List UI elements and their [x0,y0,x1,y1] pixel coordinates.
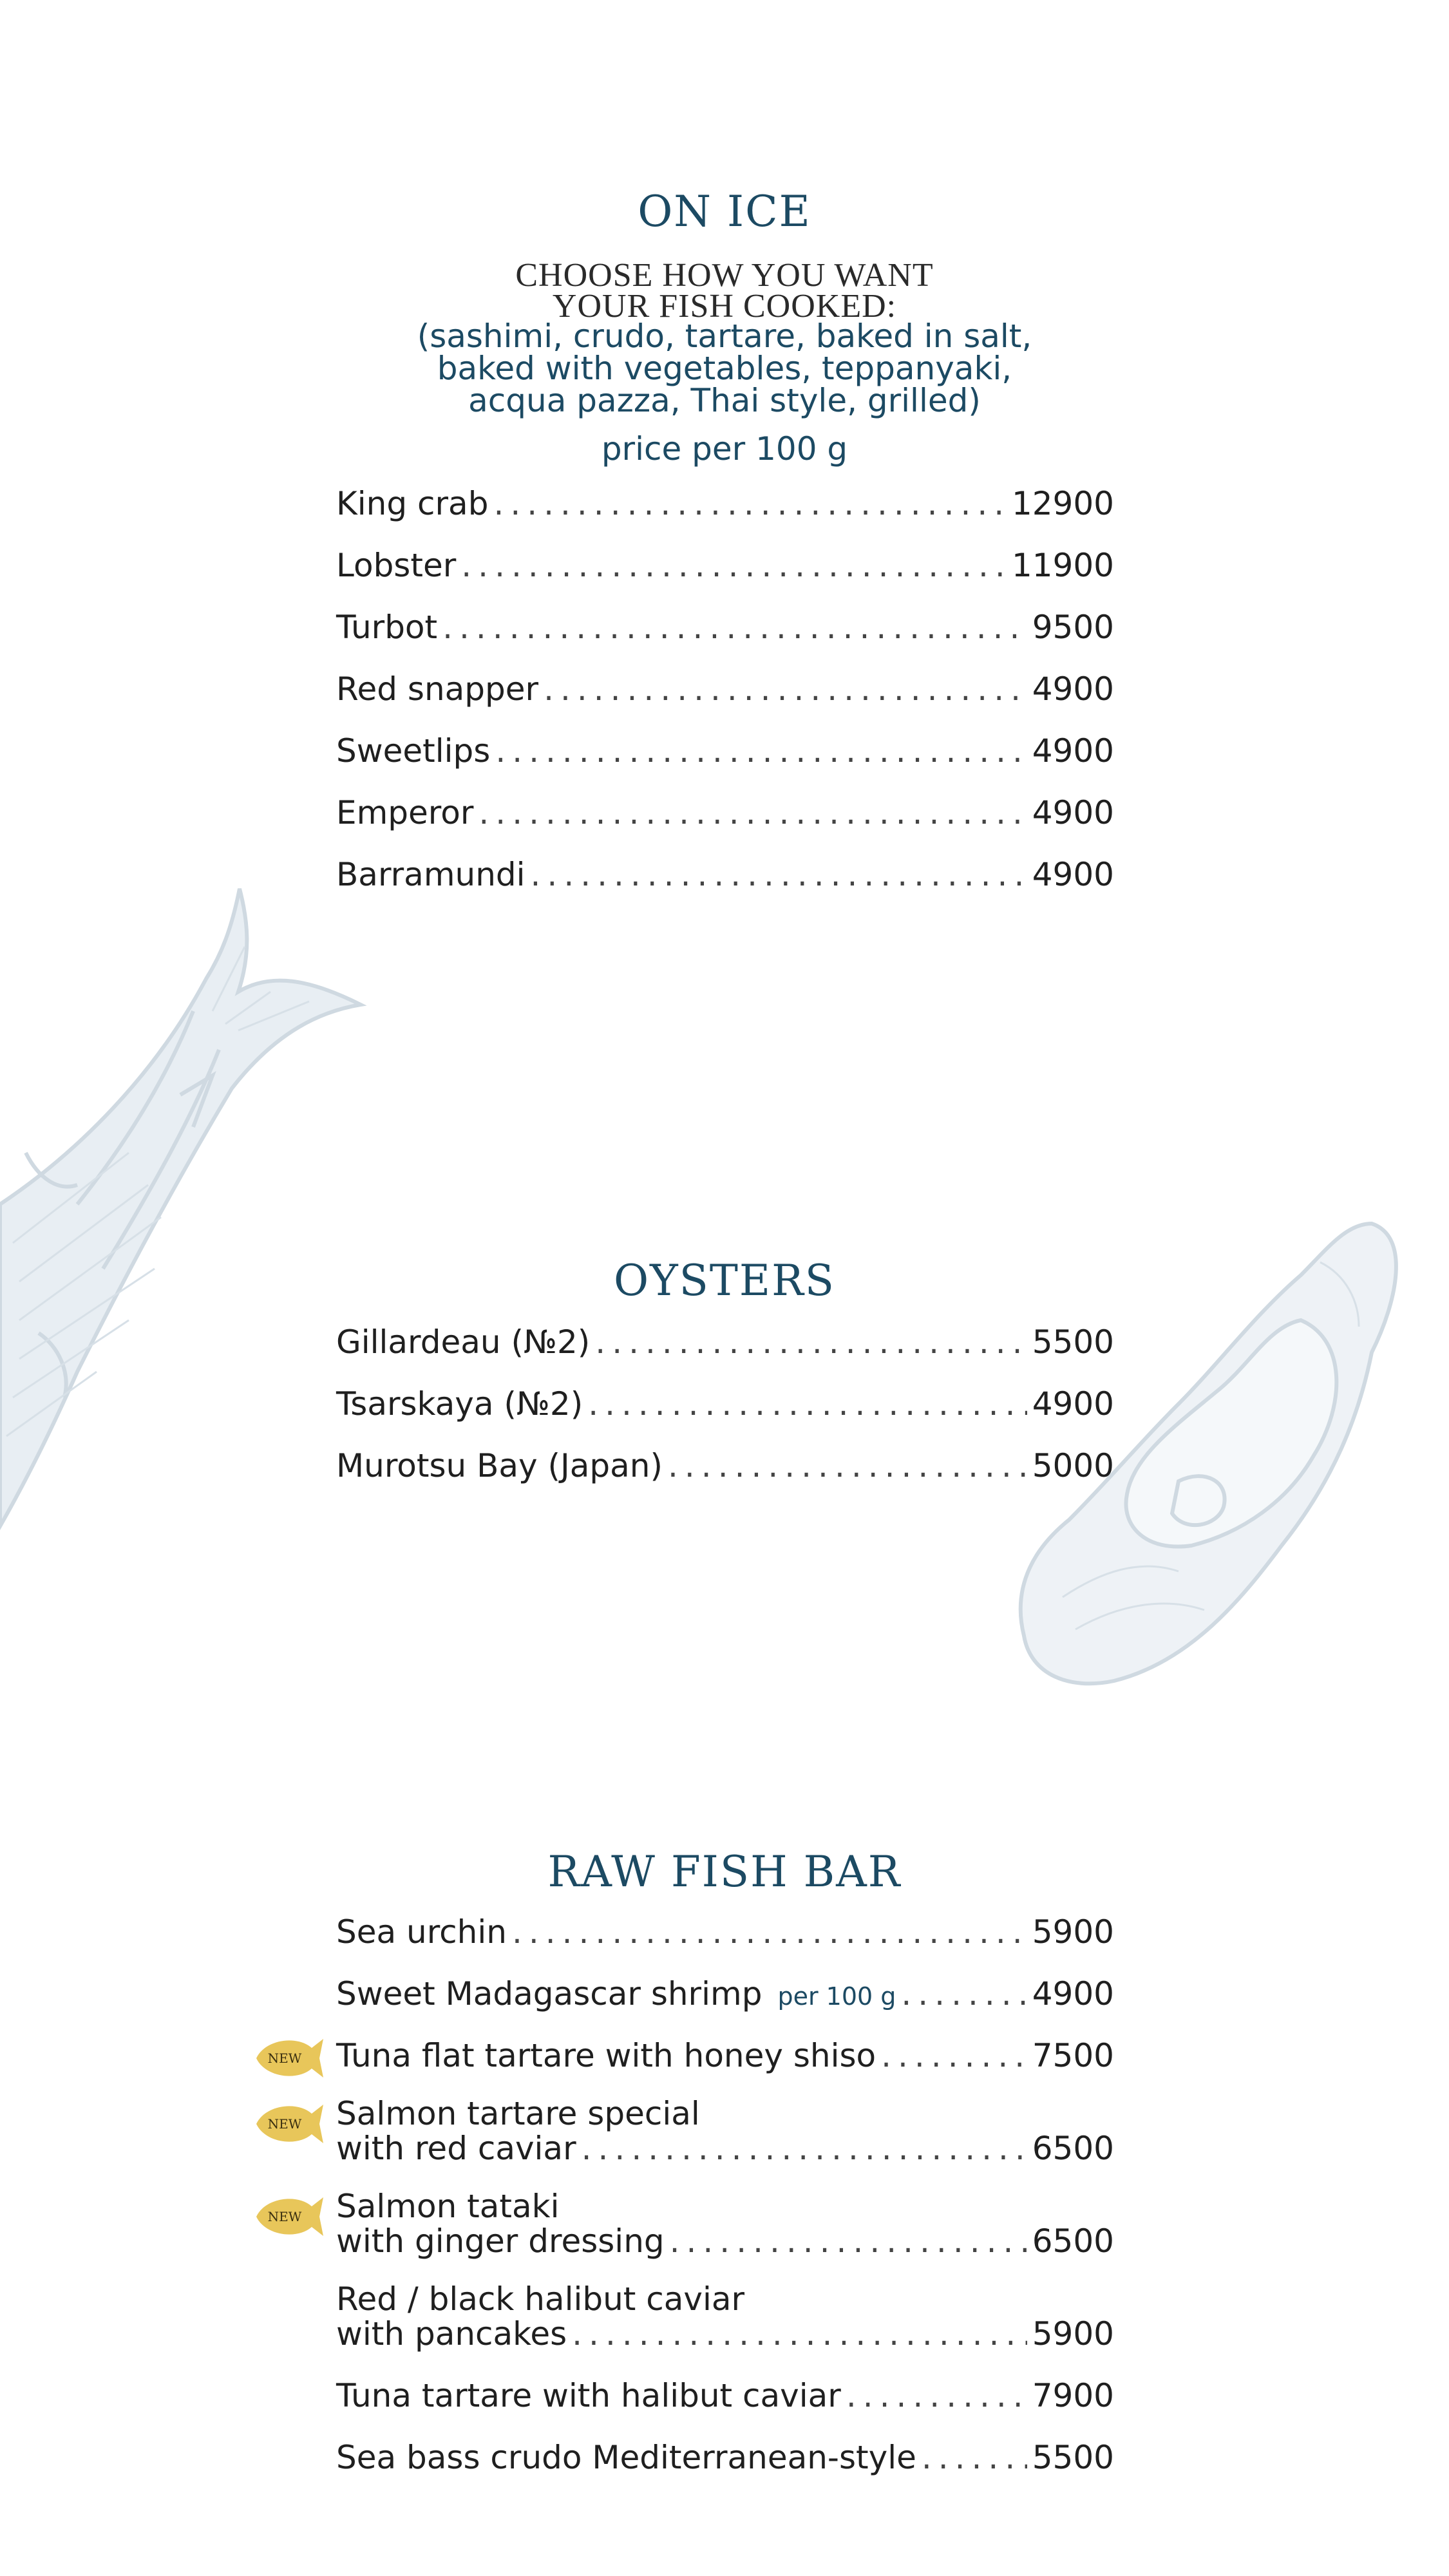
menu-item [336,670,1114,732]
menu-item [336,2376,1114,2438]
menu-item-price: 5500 [1032,2439,1114,2476]
dot-leader [544,670,1027,708]
menu-item-price: 5000 [1032,1447,1114,1484]
dot-leader [582,2129,1027,2168]
menu-item-name: Gillardeau (№2) [336,1323,591,1361]
cooking-methods-line-3: acqua pazza, Thai style, grilled) [468,382,981,419]
menu-item [336,1913,1114,1975]
section-title-on-ice: ON ICE [638,187,811,236]
dot-leader [595,1323,1027,1361]
menu-item-price: 7500 [1032,2037,1114,2074]
menu-item-price: 5500 [1032,1323,1114,1361]
menu-item-name: Sea urchin [336,1913,507,1951]
dot-leader [478,793,1027,832]
menu-item-name-line-2: with red caviar [336,2130,576,2167]
dot-leader [442,608,1027,647]
menu-item-name: Barramundi [336,856,526,893]
menu-item [336,1323,1114,1385]
menu-item-name: Turbot [336,609,438,646]
menu-item [267,2188,1114,2284]
dot-leader [461,546,1007,585]
menu-item-price: 11900 [1011,547,1114,584]
menu-item [336,546,1114,608]
dot-leader [846,2376,1027,2415]
menu-item-name: Sweet Madagascar shrimp [336,1975,762,2012]
menu-item-price: 5900 [1032,1913,1114,1951]
menu-item-name: King crab [336,485,489,522]
dot-leader [495,732,1027,770]
menu-item-name: Sweetlips [336,732,491,770]
menu-item-price: 5900 [1032,2315,1114,2353]
new-badge-fish-icon [252,2032,325,2084]
menu-item-name [336,2095,1114,2168]
menu-item-price: 6500 [1032,2130,1114,2167]
menu-item [336,1446,1114,1508]
new-badge-label: NEW [267,2209,302,2224]
dot-leader [588,1385,1027,1423]
menu-item-name-line-1: Salmon tartare special [336,2095,700,2132]
menu-item [336,1975,1114,2036]
raw-fish-bar-menu-list [267,1913,1114,2500]
menu-item [267,2036,1114,2098]
section-title-raw-fish-bar: RAW FISH BAR [547,1847,902,1897]
menu-item-price: 12900 [1011,485,1114,522]
cooking-methods [0,317,1449,419]
menu-item [336,484,1114,546]
dot-leader [668,1446,1027,1485]
dot-leader [922,2438,1027,2477]
fish-illustration-icon [0,882,374,1539]
cooking-methods-line-1: (sashimi, crudo, tartare, baked in salt, [417,317,1032,355]
price-note: price per 100 g [601,430,848,468]
cooking-choice-heading [0,257,1449,325]
menu-item-price: 7900 [1032,2377,1114,2414]
menu-item-name: Tuna tartare with halibut caviar [336,2377,841,2414]
menu-item-name: Sea bass crudo Mediterranean-style [336,2439,916,2476]
menu-item [336,2280,1114,2376]
menu-item [336,2438,1114,2500]
menu-item [336,732,1114,793]
menu-item-price: 9500 [1032,609,1114,646]
menu-item-name: Red snapper [336,670,539,708]
menu-item-name-line-2: with ginger dressing [336,2222,665,2260]
menu-item-name: Lobster [336,547,457,584]
menu-item-name-line-1: Salmon tataki [336,2188,560,2225]
menu-item-price: 4900 [1032,732,1114,770]
menu-item-name-line-2: with pancakes [336,2315,567,2353]
dot-leader [572,2315,1027,2353]
oysters-menu-list [336,1323,1114,1508]
cooking-choice-line-1: CHOOSE HOW YOU WANT [515,257,934,294]
cooking-methods-line-2: baked with vegetables, teppanyaki, [437,350,1012,387]
menu-item-price: 4900 [1032,794,1114,831]
menu-item-price: 4900 [1032,670,1114,708]
on-ice-menu-list [336,484,1114,917]
section-title-oysters: OYSTERS [614,1256,835,1305]
dot-leader [531,855,1027,894]
menu-item-name: Tuna flat tartare with honey shiso [336,2037,876,2074]
new-badge-label: NEW [267,2050,302,2066]
menu-item-name [336,2280,1114,2353]
menu-item-name-line-1: Red / black halibut caviar [336,2280,745,2318]
menu-item [336,608,1114,670]
new-badge-label: NEW [267,2116,302,2132]
new-badge-fish-icon [252,2098,325,2150]
menu-item-name: Tsarskaya (№2) [336,1385,583,1423]
cooking-choice-line-2: YOUR FISH COOKED: [552,288,897,325]
menu-item-price: 4900 [1032,856,1114,893]
menu-item [336,793,1114,855]
dot-leader [881,2036,1027,2075]
menu-item [336,855,1114,917]
menu-item-name: Emperor [336,794,474,831]
menu-item [336,1385,1114,1446]
dot-leader [670,2222,1027,2260]
dot-leader [901,1975,1027,2013]
menu-item-price: 4900 [1032,1975,1114,2012]
dot-leader [493,484,1007,523]
menu-item-note: per 100 g [777,1982,896,2011]
menu-item-name [336,2188,1114,2260]
menu-item-price: 4900 [1032,1385,1114,1423]
menu-item-price: 6500 [1032,2222,1114,2260]
dot-leader [512,1913,1027,1951]
menu-item-name: Murotsu Bay (Japan) [336,1447,663,1484]
menu-item [267,2095,1114,2191]
new-badge-fish-icon [252,2191,325,2242]
